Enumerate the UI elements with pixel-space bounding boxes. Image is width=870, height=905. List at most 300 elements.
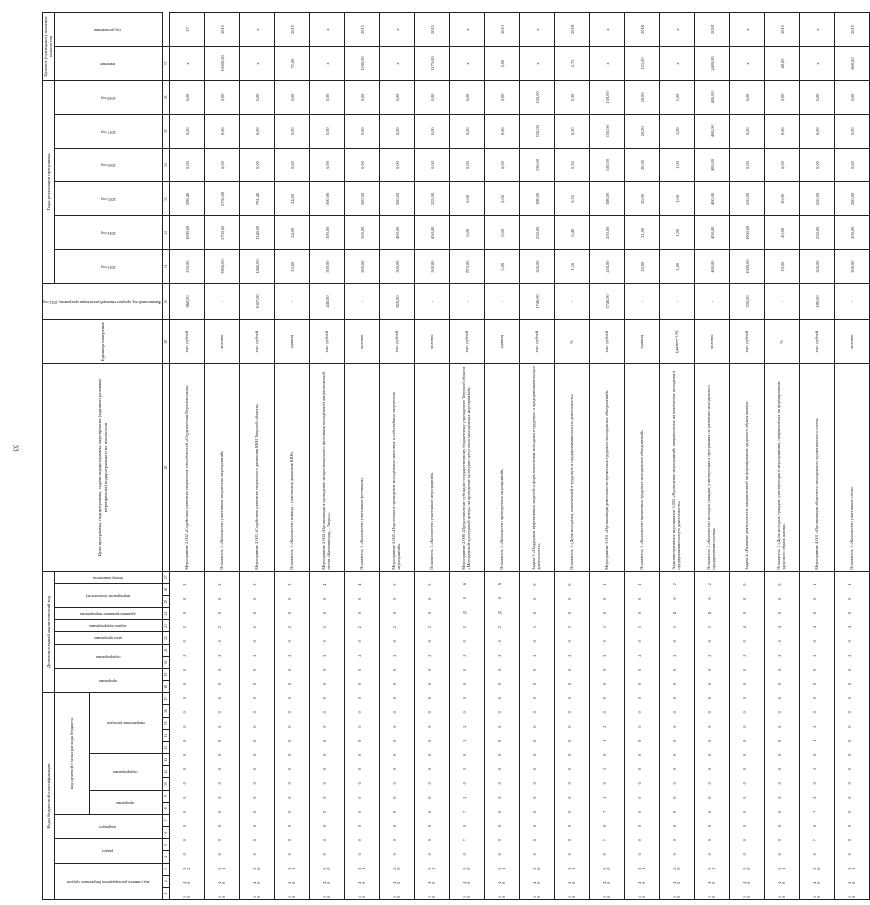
- target-code-header: код целевой статьи расхода бюджета: [54, 693, 90, 815]
- row-financing: -: [660, 284, 695, 320]
- row-year-value: 400,00: [695, 80, 730, 114]
- code-cells: 1 4 5 0 0 0 0 0 0 0 0 0 0 0 0 0 0 2 0 2 0 0 2 0 0 1: [205, 571, 240, 899]
- row-year-value: 0,00: [765, 80, 800, 114]
- row-target-year: х: [450, 13, 485, 47]
- rotated-table-wrapper: [42, 12, 857, 900]
- add-measure-header: мероприятие (показатель): [54, 583, 163, 607]
- row-year-value: 23,00: [275, 250, 310, 284]
- row-year-value: 1090,00: [170, 216, 205, 250]
- row-year-value: 0,00: [835, 148, 870, 182]
- column-number: 23: [163, 620, 170, 632]
- target-value-header: Целевое (суммарное) значение показателя: [43, 13, 55, 81]
- row-year-value: 400,00: [695, 148, 730, 182]
- row-year-value: 500,00: [310, 182, 345, 216]
- row-unit: единиц: [625, 319, 660, 363]
- column-number: 13: [163, 741, 170, 753]
- row-text: Показатель 1 «Количество команд – участников движения КВН»: [275, 364, 310, 571]
- row-year-value: 150,00: [520, 114, 555, 148]
- row-year-value: 20,00: [625, 80, 660, 114]
- row-text: Мероприятие 3.001 «Организация деятельности временных трудовых молодежных объединений»: [590, 364, 625, 571]
- table-row: [765, 13, 800, 900]
- row-target-year: х: [800, 13, 835, 47]
- row-target-year: х: [660, 13, 695, 47]
- row-year-value: 500,00: [345, 216, 380, 250]
- row-year-value: 400,00: [695, 250, 730, 284]
- row-year-value: 1,00: [660, 216, 695, 250]
- column-number: 34: [163, 148, 170, 182]
- column-number: 7: [163, 814, 170, 826]
- table-row: [835, 13, 870, 900]
- row-year-value: 200,00: [835, 250, 870, 284]
- table-row: [660, 13, 695, 900]
- row-target-value: 600,00: [835, 47, 870, 81]
- column-number: 21: [163, 644, 170, 656]
- column-number: 35: [163, 114, 170, 148]
- row-year-value: 200,00: [835, 216, 870, 250]
- table-row: [275, 13, 310, 900]
- column-number: 8: [163, 802, 170, 814]
- code-cells: 1 4 5 0 0 0 0 0 0 0 0 0 0 0 0 0 0 2 0 2 0 0 3 0 0 0: [240, 571, 275, 899]
- document-sheet: [42, 12, 857, 900]
- code-cells: 1 4 5 0 0 0 0 0 0 0 0 0 0 0 0 0 0 2 0 3 0 0 1 0 0 1: [625, 571, 660, 899]
- column-number: 37: [163, 47, 170, 81]
- row-text: Показатель 1 «Количество участников творческих мероприятий»: [205, 364, 240, 571]
- row-unit: тыс. рублей: [730, 319, 765, 363]
- row-year-value: 1000,00: [730, 216, 765, 250]
- target-direction-header: направление расходов: [90, 693, 163, 754]
- row-year-value: 1,00: [660, 114, 695, 148]
- add-program-header: программа: [54, 668, 163, 692]
- row-target-value: х: [520, 47, 555, 81]
- code-cells: 1 4 5 0 0 0 0 0 0 0 0 0 0 0 0 0 0 2 0 3 Б 0 2 0 0 1: [695, 571, 730, 899]
- column-number: 28: [163, 364, 170, 571]
- row-year-value: 200,00: [835, 182, 870, 216]
- row-text: Мероприятие 2.005 «Подготовка и проведение молодёжных массовых и событийных творческих мероприятий»: [380, 364, 415, 571]
- row-text: Мероприятие 2.003 «Содействие развитию творческого движения КВН Тверской области»: [240, 364, 275, 571]
- row-year-value: 150,00: [590, 148, 625, 182]
- code-cells: 1 4 5 0 0 0 0 0 0 0 0 0 0 0 0 0 0 2 0 4 0 0 0 0 0 1: [765, 571, 800, 899]
- row-text: Мероприятие 4.001 «Организация областного молодежного туристического слета»: [800, 364, 835, 571]
- row-year-value: 20,00: [625, 114, 660, 148]
- row-unit: тыс. рублей: [170, 319, 205, 363]
- row-year-value: 0,30: [555, 148, 590, 182]
- target-program-header: программа: [90, 790, 163, 814]
- row-year-value: 250,00: [800, 216, 835, 250]
- row-year-value: 198,00: [590, 182, 625, 216]
- row-year-value: 0,00: [310, 114, 345, 148]
- row-target-value: х: [380, 47, 415, 81]
- row-text: Показатель 1 «Доля молодых граждан, участвующих в мероприятиях, направленных на формирование здорового образа жизни»: [765, 364, 800, 571]
- column-number: 26: [163, 583, 170, 595]
- row-year-value: 10,00: [765, 182, 800, 216]
- row-financing: -: [450, 284, 485, 320]
- column-number: 22: [163, 632, 170, 644]
- row-year-value: 5750,00: [205, 216, 240, 250]
- column-number: 11: [163, 766, 170, 778]
- row-year-value: 0,00: [310, 148, 345, 182]
- code-cells: 1 4 5 0 0 0 0 0 0 0 0 0 0 0 0 0 0 2 0 3 0 0 0 0 0 0: [520, 571, 555, 899]
- row-year-value: 0,00: [415, 114, 450, 148]
- row-unit: тыс. рублей: [380, 319, 415, 363]
- row-year-value: 250,00: [520, 250, 555, 284]
- row-financing: -: [345, 284, 380, 320]
- program-table: [42, 12, 870, 900]
- column-number: 10: [163, 778, 170, 790]
- row-year-value: 250,00: [520, 216, 555, 250]
- code-cells: 1 4 5 0 0 0 0 0 0 0 0 0 0 0 0 0 0 2 0 3 Б 0 2 0 0 0: [660, 571, 695, 899]
- row-year-value: 500,00: [345, 250, 380, 284]
- row-year-value: 0,00: [240, 114, 275, 148]
- target-subprogram-header: подпрограмма: [90, 754, 163, 790]
- row-year-value: 0,35: [555, 182, 590, 216]
- row-target-value: 1500,00: [345, 47, 380, 81]
- years-group-header: Годы реализации программы: [43, 80, 55, 283]
- row-target-year: х: [730, 13, 765, 47]
- row-target-year: х: [380, 13, 415, 47]
- row-year-value: 400,00: [695, 182, 730, 216]
- unit-header: Единица измерения: [43, 319, 163, 363]
- column-number: 18: [163, 681, 170, 693]
- code-cells: 1 4 5 0 7 0 7 2 0 3 0 1 2 0 0 0 0 2 0 3 0 0 1 0 0 0: [590, 571, 625, 899]
- table-row: [590, 13, 625, 900]
- row-target-value: х: [590, 47, 625, 81]
- row-year-value: 200,00: [380, 182, 415, 216]
- row-text: Задача 4 «Развитие деятельности, направленной на формирование здорового образа жизни»: [730, 364, 765, 571]
- row-unit: (да/нет=1/0): [660, 319, 695, 363]
- row-year-value: 0,00: [485, 80, 520, 114]
- row-target-value: х: [660, 47, 695, 81]
- row-year-value: 0,00: [800, 114, 835, 148]
- year-2017-header: 2017 год: [54, 114, 163, 148]
- row-year-value: 250,00: [800, 182, 835, 216]
- row-year-value: 150,00: [520, 148, 555, 182]
- column-number: 2: [163, 875, 170, 887]
- row-text: Задача 3 «Поддержка эффективных моделей и форм вовлечения молодежи в трудовую и предпринимательскую деятельность»: [520, 364, 555, 571]
- row-year-value: 0,00: [345, 80, 380, 114]
- row-year-value: 0,00: [730, 114, 765, 148]
- row-year-value: 198,00: [520, 182, 555, 216]
- table-row: [800, 13, 835, 900]
- code-cells: 1 4 5 0 0 0 0 0 0 0 0 0 0 0 0 0 0 2 0 2 0 0 5 0 0 1: [415, 571, 450, 899]
- row-year-value: 400,00: [695, 216, 730, 250]
- subsection-header: подраздел: [54, 814, 163, 838]
- row-financing: -: [415, 284, 450, 320]
- row-year-value: 20,00: [625, 148, 660, 182]
- row-year-value: 1260,00: [240, 250, 275, 284]
- row-target-year: 2015: [275, 13, 310, 47]
- row-text: Показатель 1 «Доля молодежи, вовлеченной в трудовую и предпринимательскую деятельность»: [555, 364, 590, 571]
- row-year-value: 0,00: [485, 182, 520, 216]
- row-unit: единиц: [275, 319, 310, 363]
- row-year-value: 3900,00: [205, 250, 240, 284]
- column-number: 25: [163, 596, 170, 608]
- row-year-value: 150,00: [520, 80, 555, 114]
- table-row: [555, 13, 590, 900]
- column-number: 1: [163, 887, 170, 899]
- row-year-value: 0,00: [275, 114, 310, 148]
- row-target-value: 121,00: [625, 47, 660, 81]
- target-value-sub-header: значение: [54, 47, 163, 81]
- row-year-value: 24,00: [275, 216, 310, 250]
- row-unit: тыс. рублей: [800, 319, 835, 363]
- row-target-year: 2015: [765, 13, 800, 47]
- row-year-value: 0,00: [170, 80, 205, 114]
- row-year-value: 0,00: [345, 148, 380, 182]
- row-target-year: 37: [170, 13, 205, 47]
- row-financing: 180,00: [800, 284, 835, 320]
- row-year-value: 0,00: [835, 80, 870, 114]
- additional-code-header: Дополнительный аналитический код: [43, 571, 55, 693]
- row-year-value: 400,00: [695, 114, 730, 148]
- table-row: [730, 13, 765, 900]
- row-financing: -: [555, 284, 590, 320]
- row-unit: человек: [345, 319, 380, 363]
- row-year-value: 0,00: [380, 80, 415, 114]
- table-row: [205, 13, 240, 900]
- column-number: 32: [163, 216, 170, 250]
- row-target-value: 2400,00: [695, 47, 730, 81]
- row-target-value: 49,00: [765, 47, 800, 81]
- row-year-value: 0,00: [380, 148, 415, 182]
- row-year-value: 0,00: [275, 148, 310, 182]
- row-financing: 1007,00: [240, 284, 275, 320]
- row-year-value: 0,00: [730, 148, 765, 182]
- column-number: 20: [163, 656, 170, 668]
- row-year-value: 1,00: [660, 182, 695, 216]
- row-text: Мероприятие 2.004 «Организация и проведение межрегионального фестиваля молодёжной патриотической песни «Калининград – Тверь»»: [310, 364, 345, 571]
- row-target-year: 2013: [485, 13, 520, 47]
- table-row: [450, 13, 485, 900]
- row-unit: тыс. рублей: [450, 319, 485, 363]
- row-unit: человек: [835, 319, 870, 363]
- column-number: 24: [163, 608, 170, 620]
- row-target-year: 2015: [835, 13, 870, 47]
- column-number: 15: [163, 717, 170, 729]
- row-target-value: 15000,00: [205, 47, 240, 81]
- row-year-value: 20,00: [625, 182, 660, 216]
- year-2018-header: 2018 год: [54, 80, 163, 114]
- row-year-value: 1,00: [660, 250, 695, 284]
- code-cells: 1 4 5 0 7 0 7 2 0 3 0 1 2 0 0 0 0 2 0 2 Д 0 6 0 0 0: [450, 571, 485, 899]
- row-year-value: 0,00: [765, 148, 800, 182]
- row-year-value: 250,00: [800, 250, 835, 284]
- page-number: 33: [11, 444, 20, 452]
- row-year-value: 0,00: [380, 114, 415, 148]
- row-year-value: 21,00: [625, 216, 660, 250]
- column-number: 33: [163, 182, 170, 216]
- row-year-value: 0,00: [450, 80, 485, 114]
- row-year-value: 0,00: [765, 114, 800, 148]
- year-2013-header: 2013 год: [54, 250, 163, 284]
- row-year-value: 500,00: [310, 216, 345, 250]
- grbs-header: код главного распорядителя бюджетных средств: [54, 863, 163, 899]
- table-row: [625, 13, 660, 900]
- column-number: 4: [163, 851, 170, 863]
- row-target-value: х: [240, 47, 275, 81]
- column-number: 12: [163, 754, 170, 766]
- goals-header: Цели программы, подпрограммы, задачи подпрограммы, мероприятия (административные мероприятия) подпрограммы и их показатели: [43, 364, 163, 571]
- row-target-year: 2018: [695, 13, 730, 47]
- row-target-value: х: [170, 47, 205, 81]
- row-year-value: 0,30: [555, 114, 590, 148]
- row-year-value: 1340,00: [240, 216, 275, 250]
- row-unit: %: [765, 319, 800, 363]
- column-number: 16: [163, 705, 170, 717]
- column-number: 5: [163, 839, 170, 851]
- table-row: [485, 13, 520, 900]
- row-financing: 820,00: [380, 284, 415, 320]
- column-number: 14: [163, 729, 170, 741]
- row-target-value: 5,00: [485, 47, 520, 81]
- add-tasks-header: задачи подпрограммы: [54, 620, 163, 632]
- row-target-year: 2018: [625, 13, 660, 47]
- row-year-value: 1000,00: [730, 250, 765, 284]
- row-financing: -: [695, 284, 730, 320]
- row-text: Показатель 1 «Количество участников мероприятий»: [415, 364, 450, 571]
- row-target-year: х: [520, 13, 555, 47]
- row-year-value: 250,00: [590, 216, 625, 250]
- row-year-value: 0,00: [730, 80, 765, 114]
- row-unit: тыс. рублей: [310, 319, 345, 363]
- row-financing: -: [625, 284, 660, 320]
- financing-header: Финансовый год, предшествующий реализации программы, 2012 год: [43, 284, 163, 320]
- row-text: Показатель 1 «Количество участников фестиваля»: [345, 364, 380, 571]
- row-unit: тыс. рублей: [520, 319, 555, 363]
- row-year-value: 20,00: [765, 216, 800, 250]
- row-year-value: 0,00: [205, 114, 240, 148]
- row-target-year: х: [310, 13, 345, 47]
- row-financing: -: [205, 284, 240, 320]
- row-year-value: 225,00: [415, 182, 450, 216]
- column-number: 6: [163, 827, 170, 839]
- row-year-value: 0,00: [415, 148, 450, 182]
- row-year-value: 0,00: [450, 182, 485, 216]
- codes-group-header: Коды бюджетной классификации: [43, 693, 55, 900]
- row-year-value: 500,00: [345, 182, 380, 216]
- row-year-value: 500,00: [415, 250, 450, 284]
- row-year-value: 0,00: [800, 148, 835, 182]
- row-target-value: 2,75: [555, 47, 590, 81]
- table-row: [240, 13, 275, 900]
- row-year-value: 0,00: [485, 148, 520, 182]
- row-target-year: х: [590, 13, 625, 47]
- table-row: [520, 13, 555, 900]
- row-financing: 960,00: [170, 284, 205, 320]
- table-row: [415, 13, 450, 900]
- row-target-value: х: [800, 47, 835, 81]
- code-cells: 1 4 5 0 0 0 0 0 0 0 0 0 0 0 0 0 0 2 0 2 0 0 3 0 0 1: [275, 571, 310, 899]
- row-text: Административное мероприятие 3.002 «Проведение мероприятий, направленных на вовлечение молодежи в предпринимательскую деятельность»: [660, 364, 695, 571]
- table-row: [170, 13, 205, 900]
- add-goals-header: цели программы: [54, 632, 163, 644]
- table-row: [345, 13, 380, 900]
- row-year-value: 1,00: [660, 80, 695, 114]
- row-year-value: 235,00: [170, 250, 205, 284]
- row-year-value: 1,00: [660, 148, 695, 182]
- row-text: Мероприятие 2.002 «Содействие развитию творческих способностей «Студенческая Верхневолжья»: [170, 364, 205, 571]
- row-year-value: 150,00: [590, 114, 625, 148]
- row-year-value: 400,00: [380, 216, 415, 250]
- row-year-value: 550,00: [730, 182, 765, 216]
- row-target-value: х: [730, 47, 765, 81]
- code-cells: 1 4 5 0 7 0 7 2 0 3 0 1 2 0 0 0 0 2 0 4 0 0 1 0 0 0: [800, 571, 835, 899]
- row-target-year: 2015: [345, 13, 380, 47]
- column-number: 31: [163, 250, 170, 284]
- row-year-value: 0,00: [485, 114, 520, 148]
- row-unit: тыс. рублей: [240, 319, 275, 363]
- row-year-value: 500,00: [310, 250, 345, 284]
- section-header: раздел: [54, 839, 163, 863]
- table-row: [310, 13, 345, 900]
- code-cells: 1 4 5 0 0 0 0 0 0 0 0 0 0 0 0 0 0 2 0 2 0 0 4 0 0 0: [310, 571, 345, 899]
- row-year-value: 0,00: [310, 80, 345, 114]
- row-year-value: 791,40: [240, 182, 275, 216]
- row-financing: 330,00: [730, 284, 765, 320]
- row-text: Показатель 1 «Количество участников слета»: [835, 364, 870, 571]
- row-year-value: 19,00: [765, 250, 800, 284]
- column-number: 27: [163, 571, 170, 583]
- row-financing: -: [485, 284, 520, 320]
- add-indicator-header: номер показателя: [54, 571, 163, 583]
- code-cells: 1 4 5 0 0 0 0 0 0 0 0 0 0 0 0 0 0 2 0 2 Д 0 6 0 0 1: [485, 571, 520, 899]
- row-year-value: 0,00: [450, 114, 485, 148]
- row-year-value: 150,00: [590, 80, 625, 114]
- row-year-value: 0,00: [275, 80, 310, 114]
- year-2014-header: 2014 год: [54, 216, 163, 250]
- row-year-value: 250,00: [590, 250, 625, 284]
- row-unit: единиц: [485, 319, 520, 363]
- row-financing: 440,00: [310, 284, 345, 320]
- row-year-value: 0,00: [800, 80, 835, 114]
- code-cells: 1 4 5 0 0 0 0 0 0 0 0 0 0 0 0 0 0 2 0 4 0 0 0 0 0 0: [730, 571, 765, 899]
- column-number-row: [163, 13, 170, 900]
- row-year-value: 0,00: [835, 114, 870, 148]
- column-number: 3: [163, 863, 170, 875]
- code-cells: 1 4 5 0 0 0 0 0 0 0 0 0 0 0 0 0 0 2 0 2 0 0 4 0 0 1: [345, 571, 380, 899]
- column-number: 30: [163, 284, 170, 320]
- year-2016-header: 2016 год: [54, 148, 163, 182]
- row-text: Мероприятие 2.006 «Предоставление субсидии государственному бюджетному учреждению Тверской области «Молодёжный культурный центр» на проведение культурно-досуговых молодёжных мероприятий»: [450, 364, 485, 571]
- row-target-value: х: [310, 47, 345, 81]
- row-year-value: 0,00: [205, 148, 240, 182]
- year-end-header: год достижения: [54, 13, 163, 47]
- row-unit: %: [555, 319, 590, 363]
- code-cells: 1 4 5 0 0 0 0 0 0 0 0 0 0 0 0 0 0 2 0 3 0 0 0 0 0 1: [555, 571, 590, 899]
- row-year-value: 0,00: [450, 148, 485, 182]
- row-year-value: 0,00: [450, 216, 485, 250]
- row-year-value: 0,00: [415, 80, 450, 114]
- row-text: Показатель 1 «Количество временных трудовых молодежных объединений»: [625, 364, 660, 571]
- column-number: 9: [163, 790, 170, 802]
- code-cells: 1 4 5 0 0 0 0 0 0 0 0 0 0 0 0 0 0 2 0 4 0 0 1 0 0 1: [835, 571, 870, 899]
- code-cells: 1 4 5 0 0 0 0 0 0 0 0 0 0 0 0 0 0 2 0 2 0 0 2 0 0 2: [170, 571, 205, 899]
- column-number: 29: [163, 319, 170, 363]
- year-2015-header: 2015 год: [54, 182, 163, 216]
- row-financing: -: [275, 284, 310, 320]
- row-year-value: 5750,00: [205, 182, 240, 216]
- row-unit: человек: [415, 319, 450, 363]
- row-target-year: 2015: [205, 13, 240, 47]
- row-year-value: 0,00: [485, 216, 520, 250]
- row-target-year: х: [240, 13, 275, 47]
- row-target-value: 1175,00: [415, 47, 450, 81]
- row-year-value: 5,00: [485, 250, 520, 284]
- row-year-value: 0,00: [240, 80, 275, 114]
- table-row: [695, 13, 730, 900]
- row-unit: тыс. рублей: [590, 319, 625, 363]
- row-unit: человек: [205, 319, 240, 363]
- row-target-year: 2018: [555, 13, 590, 47]
